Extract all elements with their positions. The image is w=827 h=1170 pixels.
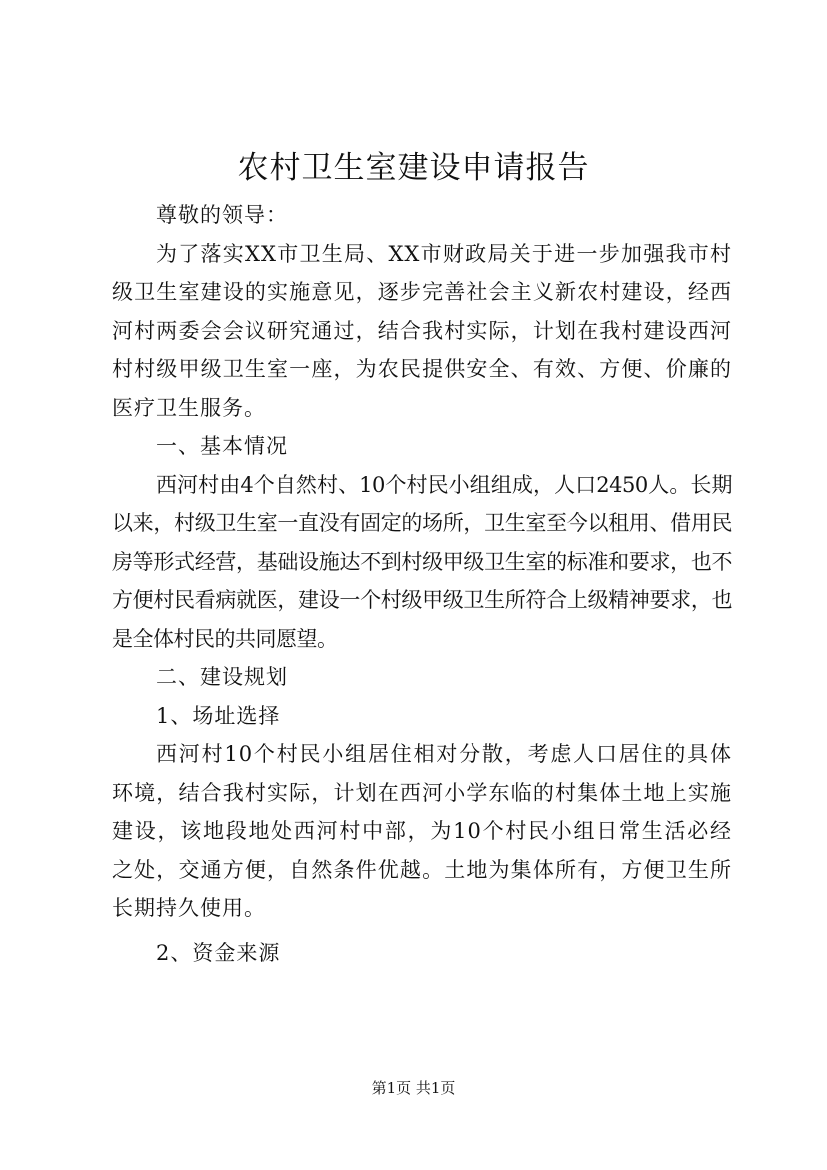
salutation: 尊敬的领导： [156, 203, 288, 227]
heading-site-selection: 1、场址选择 [156, 703, 281, 728]
heading-funding-source: 2、资金来源 [156, 940, 281, 965]
heading-construction-plan: 二、建设规划 [156, 665, 288, 689]
page-footer: 第1页 共1页 [371, 1079, 456, 1097]
heading-basic-situation: 一、基本情况 [156, 434, 288, 458]
document-body [112, 196, 732, 972]
paragraph-site-selection: 西河村10个村民小组居住相对分散，考虑人口居住的具体环境，结合我村实际，计划在西河小学东临的村集体土地上实施建设，该地段地处西河村中部，为10个村民小组日常生活必经之处，交通方便，自然条件优越。土地为集体所有，方便卫生所长期持久使用。 [112, 742, 732, 920]
document-title: 农村卫生室建设申请报告 [237, 150, 590, 186]
paragraph-basic-situation: 西河村由4个自然村、10个村民小组组成，人口2450人。长期以来，村级卫生室一直没有固定的场所，卫生室至今以租用、借用民房等形式经营，基础设施达不到村级甲级卫生室的标准和要求，也不方便村民看病就医，建设一个村级甲级卫生所符合上级精神要求，也是全体村民的共同愿望。 [112, 472, 732, 651]
paragraph-intro: 为了落实XX市卫生局、XX市财政局关于进一步加强我市村级卫生室建设的实施意见，逐步完善社会主义新农村建设，经西河村两委会会议研究通过，结合我村实际，计划在我村建设西河村村级甲级卫生室一座，为农民提供安全、有效、方便、价廉的医疗卫生服务。 [112, 241, 732, 420]
